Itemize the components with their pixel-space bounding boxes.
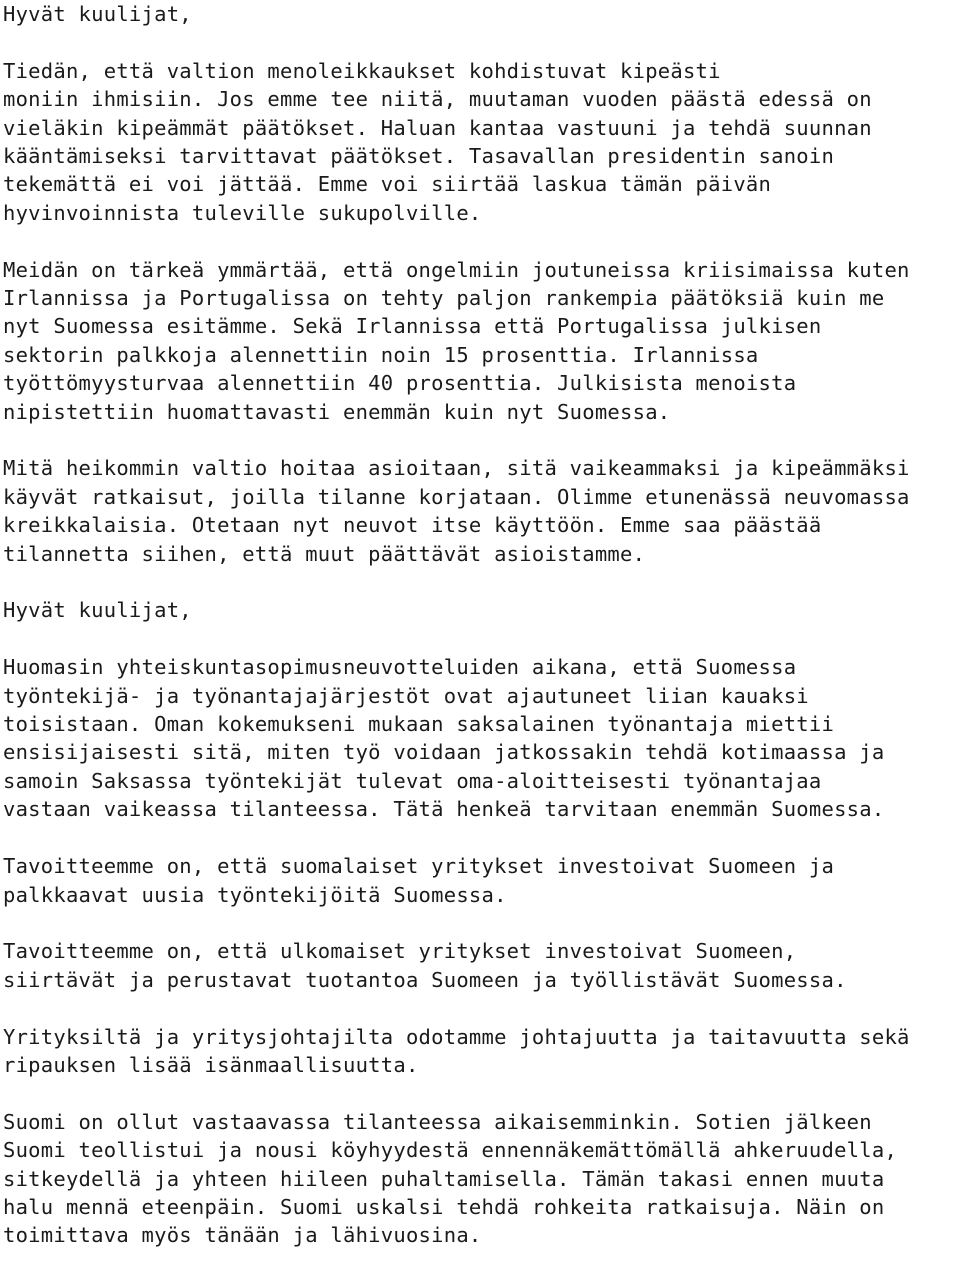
text-line: nipistettiin huomattavasti enemmän kuin nyt Suomessa. (3, 399, 671, 424)
text-line: Mitä heikommin valtio hoitaa asioitaan, sitä vaikeammaksi ja kipeämmäksi (3, 456, 910, 481)
paragraph-state-management (3, 454, 958, 568)
text-line: kääntämiseksi tarvittavat päätökset. Tasavallan presidentin sanoin (3, 144, 835, 169)
paragraph-greeting-2 (3, 596, 958, 624)
text-line: työntekijä- ja työnantajajärjestöt ovat ajautuneet liian kauaksi (3, 683, 809, 708)
text-line: sitkeydellä ja yhteen hiileen puhaltamisella. Tämän takasi ennen muuta (3, 1166, 885, 1191)
text-line: Suomi teollistui ja nousi köyhyydestä ennennäkemättömällä ahkeruudella, (3, 1138, 898, 1163)
text-line: samoin Saksassa työntekijät tulevat oma-aloitteisesti työnantajaa (3, 768, 822, 793)
text-line: siirtävät ja perustavat tuotantoa Suomeen ja työllistävät Suomessa. (3, 967, 847, 992)
text-line: kreikkalaisia. Otetaan nyt neuvot itse käyttöön. Emme saa päästää (3, 513, 822, 538)
text-line: Suomi on ollut vastaavassa tilanteessa aikaisemminkin. Sotien jälkeen (3, 1109, 872, 1134)
text-line: työttömyysturvaa alennettiin 40 prosenttia. Julkisista menoista (3, 371, 797, 396)
text-line: Irlannissa ja Portugalissa on tehty paljon rankempia päätöksiä kuin me (3, 286, 885, 311)
text-line: palkkaavat uusia työntekijöitä Suomessa. (3, 882, 507, 907)
paragraph-greeting-1 (3, 0, 958, 28)
text-line: Hyvät kuulijat, (3, 2, 192, 26)
paragraph-budget-cuts (3, 57, 958, 227)
text-line: hyvinvoinnista tuleville sukupolville. (3, 200, 482, 225)
text-line: ripauksen lisää isänmaallisuutta. (3, 1052, 419, 1077)
paragraph-crisis-countries (3, 256, 958, 426)
paragraph-social-contract (3, 653, 958, 823)
paragraph-domestic-investment (3, 852, 958, 909)
text-line: Tiedän, että valtion menoleikkaukset kohdistuvat kipeästi (3, 58, 721, 83)
text-line: Tavoitteemme on, että suomalaiset yritykset investoivat Suomeen ja (3, 854, 835, 879)
text-line: toimittava myös tänään ja lähivuosina. (3, 1223, 482, 1248)
text-line: tekemättä ei voi jättää. Emme voi siirtää laskua tämän päivän (3, 172, 772, 197)
paragraph-history (3, 1108, 958, 1250)
text-line: nyt Suomessa esitämme. Sekä Irlannissa että Portugalissa julkisen (3, 314, 822, 339)
paragraph-foreign-investment (3, 937, 958, 994)
document-body (3, 0, 958, 1278)
paragraph-leadership (3, 1023, 958, 1080)
text-line: moniin ihmisiin. Jos emme tee niitä, muutaman vuoden päästä edessä on (3, 87, 872, 112)
text-line: vieläkin kipeämmät päätökset. Haluan kantaa vastuuni ja tehdä suunnan (3, 115, 872, 140)
text-line: halu mennä eteenpäin. Suomi uskalsi tehdä rohkeita ratkaisuja. Näin on (3, 1194, 885, 1219)
text-line: Hyvät kuulijat, (3, 598, 192, 623)
text-line: Meidän on tärkeä ymmärtää, että ongelmiin joutuneissa kriisimaissa kuten (3, 257, 910, 282)
text-line: sektorin palkkoja alennettiin noin 15 prosenttia. Irlannissa (3, 342, 759, 367)
text-line: Yrityksiltä ja yritysjohtajilta odotamme johtajuutta ja taitavuutta sekä (3, 1024, 910, 1049)
text-line: tilannetta siihen, että muut päättävät asioistamme. (3, 541, 646, 566)
text-line: vastaan vaikeassa tilanteessa. Tätä henkeä tarvitaan enemmän Suomessa. (3, 797, 885, 822)
text-line: Tavoitteemme on, että ulkomaiset yritykset investoivat Suomeen, (3, 939, 797, 964)
text-line: toisistaan. Oman kokemukseni mukaan saksalainen työnantaja miettii (3, 712, 835, 737)
text-line: käyvät ratkaisut, joilla tilanne korjataan. Olimme etunenässä neuvomassa (3, 484, 910, 509)
text-line: Huomasin yhteiskuntasopimusneuvotteluiden aikana, että Suomessa (3, 655, 797, 680)
text-line: ensisijaisesti sitä, miten työ voidaan jatkossakin tehdä kotimaassa ja (3, 740, 885, 765)
